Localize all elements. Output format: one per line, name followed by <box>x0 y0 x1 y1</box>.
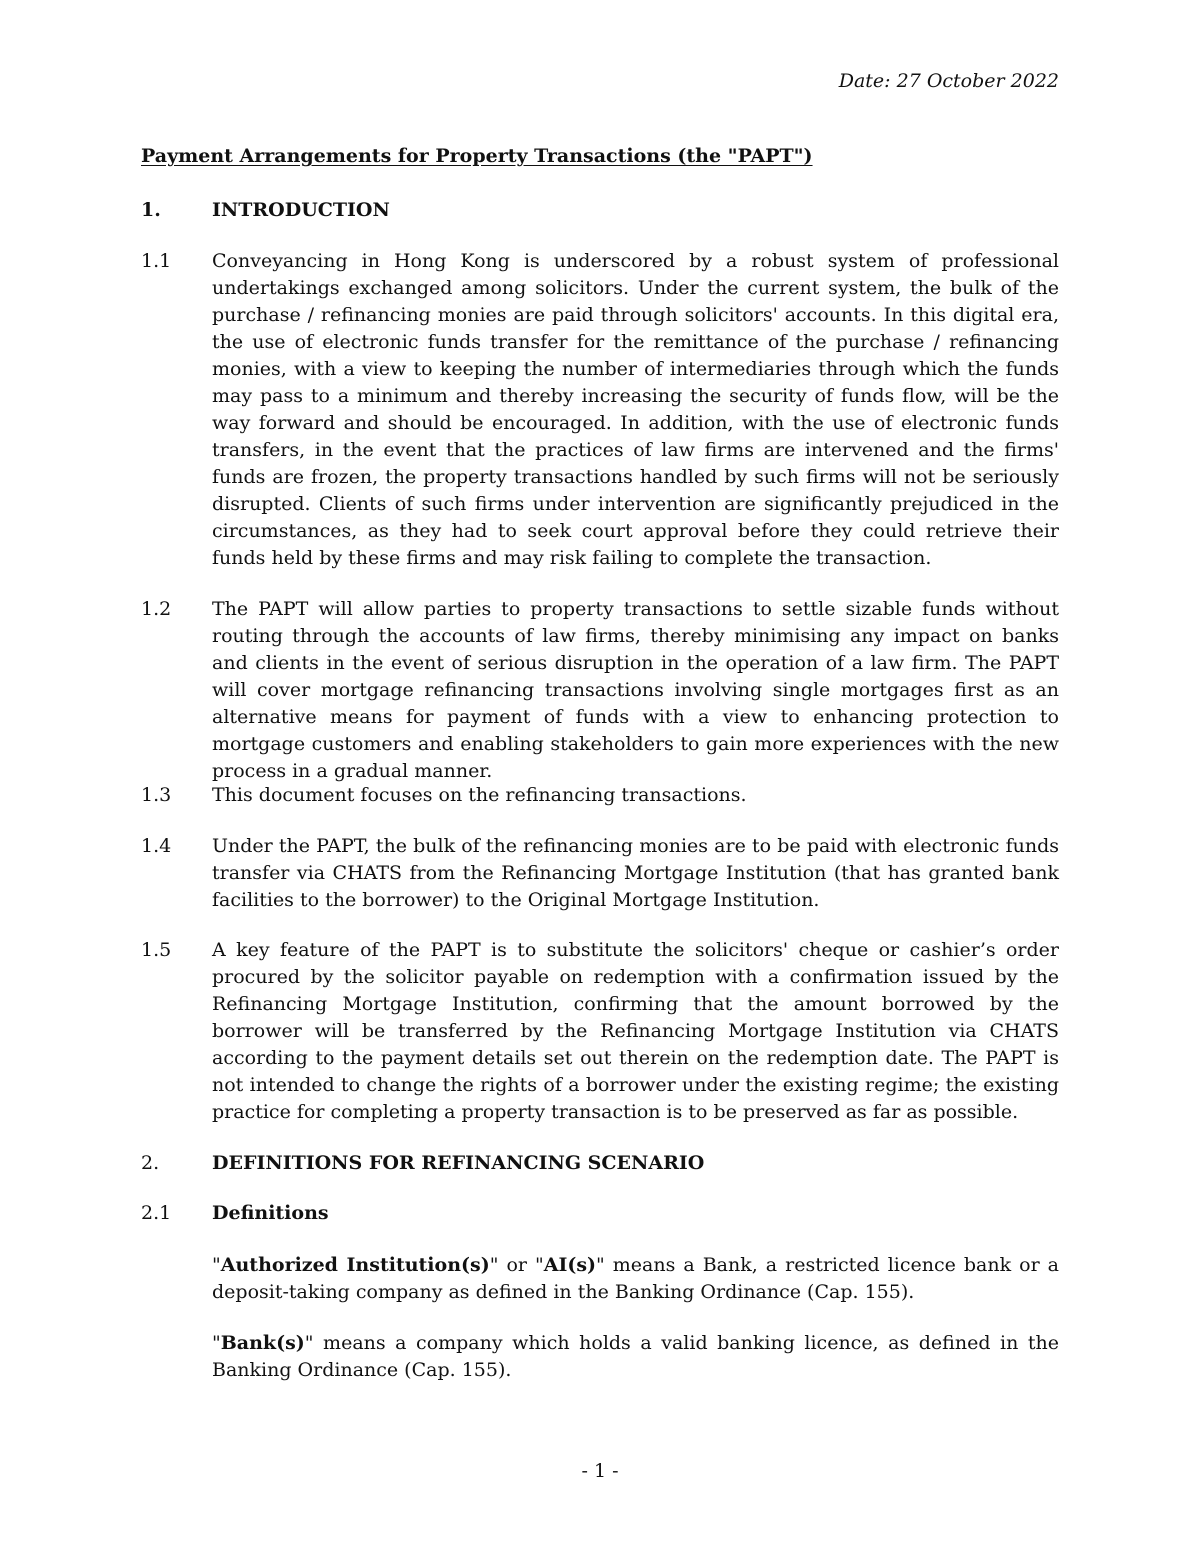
definition-connector: " or " <box>489 1254 544 1276</box>
paragraph-number: 1.1 <box>141 250 172 272</box>
subsection-number: 2.1 <box>141 1202 172 1224</box>
paragraph-1-4 <box>141 833 1059 914</box>
section-title: INTRODUCTION <box>212 199 390 221</box>
subsection-title: Definitions <box>212 1202 329 1224</box>
section-1-heading <box>141 197 1059 224</box>
definition-authorized-institutions <box>212 1252 1059 1306</box>
paragraph-number: 1.4 <box>141 835 172 857</box>
paragraph-1-5 <box>141 937 1059 1126</box>
paragraph-1-2 <box>141 596 1059 785</box>
paragraph-text: The PAPT will allow parties to property transactions to settle sizable funds without routing through the accounts of law firms, thereby minimising any impact on banks and clients in the event of serious disruption in the operation of a law firm. The PAPT will cover mortgage refinancing transactions involving single mortgages first as an alternative means for payment of funds with a view to enhancing protection to mortgage customers and enabling stakeholders to gain more experiences with the new process in a gradual manner. <box>212 598 1059 782</box>
quote-mark: " <box>212 1332 221 1354</box>
paragraph-1-3 <box>141 782 1059 809</box>
defined-term: Bank(s) <box>220 1332 305 1354</box>
paragraph-text: Under the PAPT, the bulk of the refinancing monies are to be paid with electronic funds transfer via CHATS from the Refinancing Mortgage Institution (that has granted bank facilities to the borrower) to the Original Mortgage Institution. <box>212 835 1059 911</box>
section-number: 1. <box>141 199 161 221</box>
document-date: Date: 27 October 2022 <box>838 70 1059 92</box>
page-number: - 1 - <box>581 1460 619 1482</box>
section-title: DEFINITIONS FOR REFINANCING SCENARIO <box>212 1152 705 1174</box>
paragraph-number: 1.5 <box>141 939 172 961</box>
paragraph-1-1 <box>141 248 1059 572</box>
defined-term: AI(s) <box>543 1254 597 1276</box>
section-2-heading <box>141 1150 1059 1177</box>
paragraph-number: 1.2 <box>141 598 172 620</box>
subsection-2-1-heading <box>141 1200 1059 1227</box>
paragraph-number: 1.3 <box>141 784 172 806</box>
definition-banks <box>212 1330 1059 1384</box>
quote-mark: " <box>212 1254 221 1276</box>
section-number: 2. <box>141 1152 160 1174</box>
defined-term: Authorized Institution(s) <box>220 1254 490 1276</box>
paragraph-text: This document focuses on the refinancing transactions. <box>212 784 747 806</box>
paragraph-text: Conveyancing in Hong Kong is underscored by a robust system of professional undertakings exchanged among solicitors. Under the current system, the bulk of the purchase / refinancing monies are paid through solicitors' accounts. In this digital era, the use of electronic funds transfer for the remittance of the purchase / refinancing monies, with a view to keeping the number of intermediaries through which the funds may pass to a minimum and thereby increasing the security of funds flow, will be the way forward and should be encouraged. In addition, with the use of electronic funds transfers, in the event that the practices of law firms are intervened and the firms' funds are frozen, the property transactions handled by such firms will not be seriously disrupted. Clients of such firms under intervention are significantly prejudiced in the circumstances, as they had to seek court approval before they could retrieve their funds held by these firms and may risk failing to complete the transaction. <box>212 250 1059 569</box>
definition-text: " means a Bank, a restricted licence bank or a deposit-taking company as defined in the Banking Ordinance (Cap. 155). <box>212 1254 1059 1303</box>
definition-text: " means a company which holds a valid banking licence, as defined in the Banking Ordinance (Cap. 155). <box>212 1332 1059 1381</box>
document-title: Payment Arrangements for Property Transactions (the "PAPT") <box>141 145 813 167</box>
paragraph-text: A key feature of the PAPT is to substitute the solicitors' cheque or cashier’s order procured by the solicitor payable on redemption with a confirmation issued by the Refinancing Mortgage Institution, confirming that the amount borrowed by the borrower will be transferred by the Refinancing Mortgage Institution via CHATS according to the payment details set out therein on the redemption date. The PAPT is not intended to change the rights of a borrower under the existing regime; the existing practice for completing a property transaction is to be preserved as far as possible. <box>212 939 1059 1123</box>
